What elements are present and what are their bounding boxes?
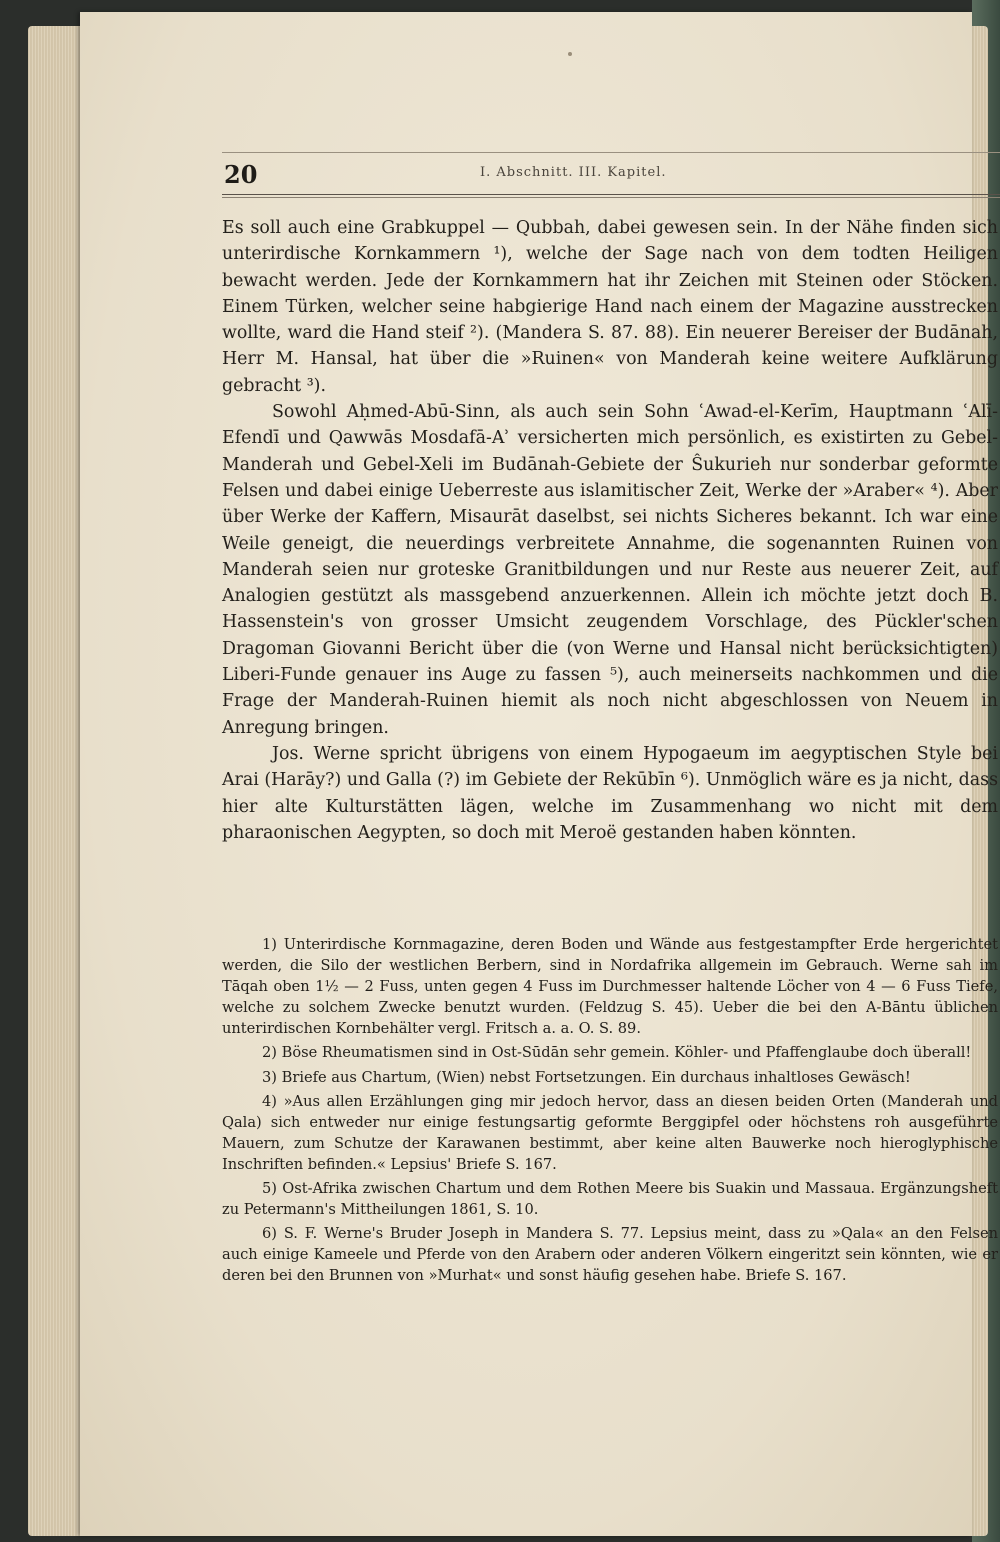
- paragraph: Sowohl Aḥmed-Abū-Sinn, als auch sein Sohn ʿAwad-el-Kerīm, Hauptmann ʿAlī-Efendī und Qawwās Mosdafā-Aʾ versicherten mich persönlich, es existirten zu Gebel-Manderah und Gebel-Xeli im Budānah-Gebiete der Ŝukurieh nur sonderbar geformte Felsen und dabei einige Ueberreste aus islamitischer Zeit, Werke der »Araber« ⁴). Aber über Werke der Kaffern, Misaurāt daselbst, sei nichts Sicheres bekannt. Ich war eine Weile geneigt, die neuerdings verbreitete Annahme, die sogenannten Ruinen von Manderah seien nur groteske Granitbildungen und nur Reste aus neuerer Zeit, auf Analogien gestützt als massgebend anzuerkennen. Allein ich möchte jetzt doch B. Hassenstein's von grosser Umsicht zeugendem Vorschlage, des Pückler'schen Dragoman Giovanni Bericht über die (von Werne und Hansal nicht berücksichtigten) Liberi-Funde genauer ins Auge zu fassen ⁵), auch meinerseits nachkommen und die Frage der Manderah-Ruinen hiemit als noch nicht abgeschlossen von Neuem in Anregung bringen.: [222, 402, 998, 738]
- header-rule: [222, 194, 1000, 195]
- paragraph: Jos. Werne spricht übrigens von einem Hypogaeum im aegyptischen Style bei Arai (Harāy?) und Galla (?) im Gebiete der Rekūbīn ⁶). Unmöglich wäre es ja nicht, dass hier alte Kulturstätten lägen, welche im Zusammenhang wo nicht mit dem pharaonischen Aegypten, so doch mit Meroë gestanden haben könnten.: [222, 743, 998, 843]
- paper-speck: [568, 52, 572, 56]
- page-number: 20: [224, 160, 258, 189]
- footnote-1: 1) Unterirdische Kornmagazine, deren Boden und Wände aus festgestampfter Erde hergerichtet werden, die Silo der westlichen Berbern, sind in Nordafrika allgemein im Gebrauch. Werne sah im Tāqah oben 1½ — 2 Fuss, unten gegen 4 Fuss im Durchmesser haltende Löcher von 4 — 6 Fuss Tiefe, welche zu solchem Zwecke benutzt wurden. (Feldzug S. 45). Ueber die bei den A-Bāntu üblichen unterirdischen Kornbehälter vergl. Fritsch a. a. O. S. 89.: [222, 936, 998, 1038]
- footnote-4: 4) »Aus allen Erzählungen ging mir jedoch hervor, dass an diesen beiden Orten (Manderah und Qala) sich entweder nur einige festungsartig geformte Berggipfel oder höchstens roh ausgeführte Mauern, zum Schutze der Karawanen bestimmt, aber keine alten Bauwerke noch hieroglyphische Inschriften befinden.« Lepsius' Briefe S. 167.: [222, 1092, 998, 1173]
- book-page: [80, 12, 998, 1536]
- footnotes: [222, 934, 998, 1290]
- header-rule-double: [222, 197, 1000, 198]
- footnote-5: 5) Ost-Afrika zwischen Chartum und dem Rothen Meere bis Suakin und Massaua. Ergänzungsheft zu Petermann's Mittheilungen 1861, S. 10.: [222, 1180, 998, 1219]
- running-head: I. Abschnitt. III. Kapitel.: [480, 165, 667, 180]
- footnote-6: 6) S. F. Werne's Bruder Joseph in Mandera S. 77. Lepsius meint, dass zu »Qala« an den Felsen auch einige Kameele und Pferde von den Arabern oder anderen Völkern eingeritzt sein könnten, wie er deren bei den Brunnen von »Murhat« und sonst häufig gesehen habe. Briefe S. 167.: [222, 1225, 998, 1285]
- top-rule: [222, 152, 1000, 153]
- footnote-3: 3) Briefe aus Chartum, (Wien) nebst Fortsetzungen. Ein durchaus inhaltloses Gewäsch!: [262, 1068, 911, 1086]
- paragraph: Es soll auch eine Grabkuppel — Qubbah, dabei gewesen sein. In der Nähe finden sich unterirdische Kornkammern ¹), welche der Sage nach von dem todten Heiligen bewacht werden. Jede der Kornkammern hat ihr Zeichen mit Steinen oder Stöcken. Einem Türken, welcher seine habgierige Hand nach einem der Magazine ausstrecken wollte, ward die Hand steif ²). (Mandera S. 87. 88). Ein neuerer Bereiser der Budānah, Herr M. Hansal, hat über die »Ruinen« von Manderah keine weitere Aufklärung gebracht ³).: [222, 218, 998, 396]
- footnote-2: 2) Böse Rheumatismen sind in Ost-Sūdān sehr gemein. Köhler- und Pfaffenglaube doch überall!: [262, 1044, 972, 1062]
- main-text: [222, 215, 998, 846]
